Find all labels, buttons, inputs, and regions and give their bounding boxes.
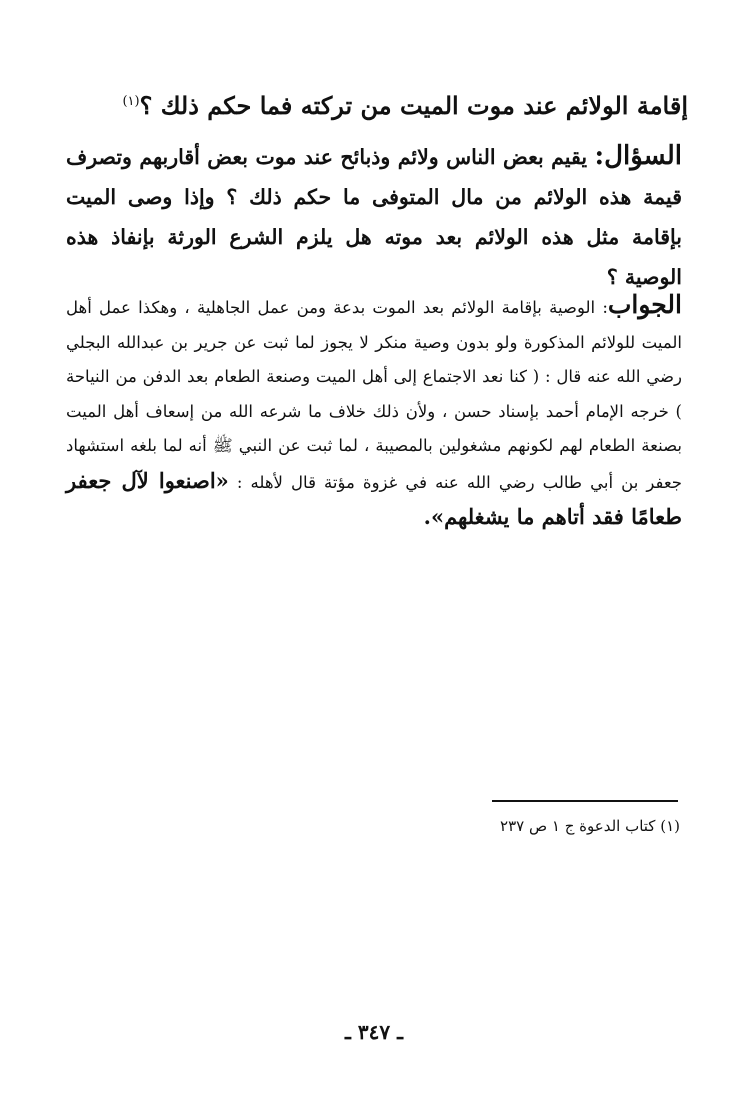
footnote-reference: (١) (122, 94, 140, 109)
question-heading (60, 82, 688, 126)
heading-text: إقامة الولائم عند موت الميت من تركته فما حكم ذلك ؟ (139, 91, 688, 120)
answer-paragraph (66, 288, 682, 537)
answer-label: الجواب (607, 290, 682, 319)
question-text: يقيم بعض الناس ولائم وذبائح عند موت بعض أقاربهم وتصرف قيمة هذه الولائم من مال المتوفى ما حكم ذلك ؟ وإذا وصى الميت بإقامة مثل هذه الولائم بعد موته هل يلزم الشرع الورثة بإنفاذ هذه الوصية ؟ (66, 145, 682, 289)
question-label: السؤال: (594, 141, 682, 171)
question-paragraph (66, 136, 682, 297)
hadith-quote: «اصنعوا لآل جعفر طعامًا فقد أتاهم ما يشغلهم». (66, 467, 682, 529)
footnote-divider (492, 800, 678, 802)
footnote: (١) كتاب الدعوة ج ١ ص ٢٣٧ (500, 817, 680, 835)
page-number: ـ ٣٤٧ ـ (345, 1020, 403, 1044)
answer-text: : الوصية بإقامة الولائم بعد الموت بدعة ومن عمل الجاهلية ، وهكذا عمل أهل الميت للولائم المذكورة ولو بدون وصية منكر لا يجوز لما ثبت عن جرير بن عبدالله البجلي رضي الله عنه قال : ( كنا نعد الاجتماع إلى أهل الميت وصنعة الطعام بعد الدفن من النياحة ) خرجه الإمام أحمد بإسناد حسن ، ولأن ذلك خلاف ما شرعه الله من إسعاف أهل الميت بصنعة الطعام لهم لكونهم مشغولين بالمصيبة ، لما ثبت عن النبي ﷺ أنه لما بلغه استشهاد جعفر بن أبي طالب رضي الله عنه في غزوة مؤتة قال لأهله : (66, 298, 682, 492)
